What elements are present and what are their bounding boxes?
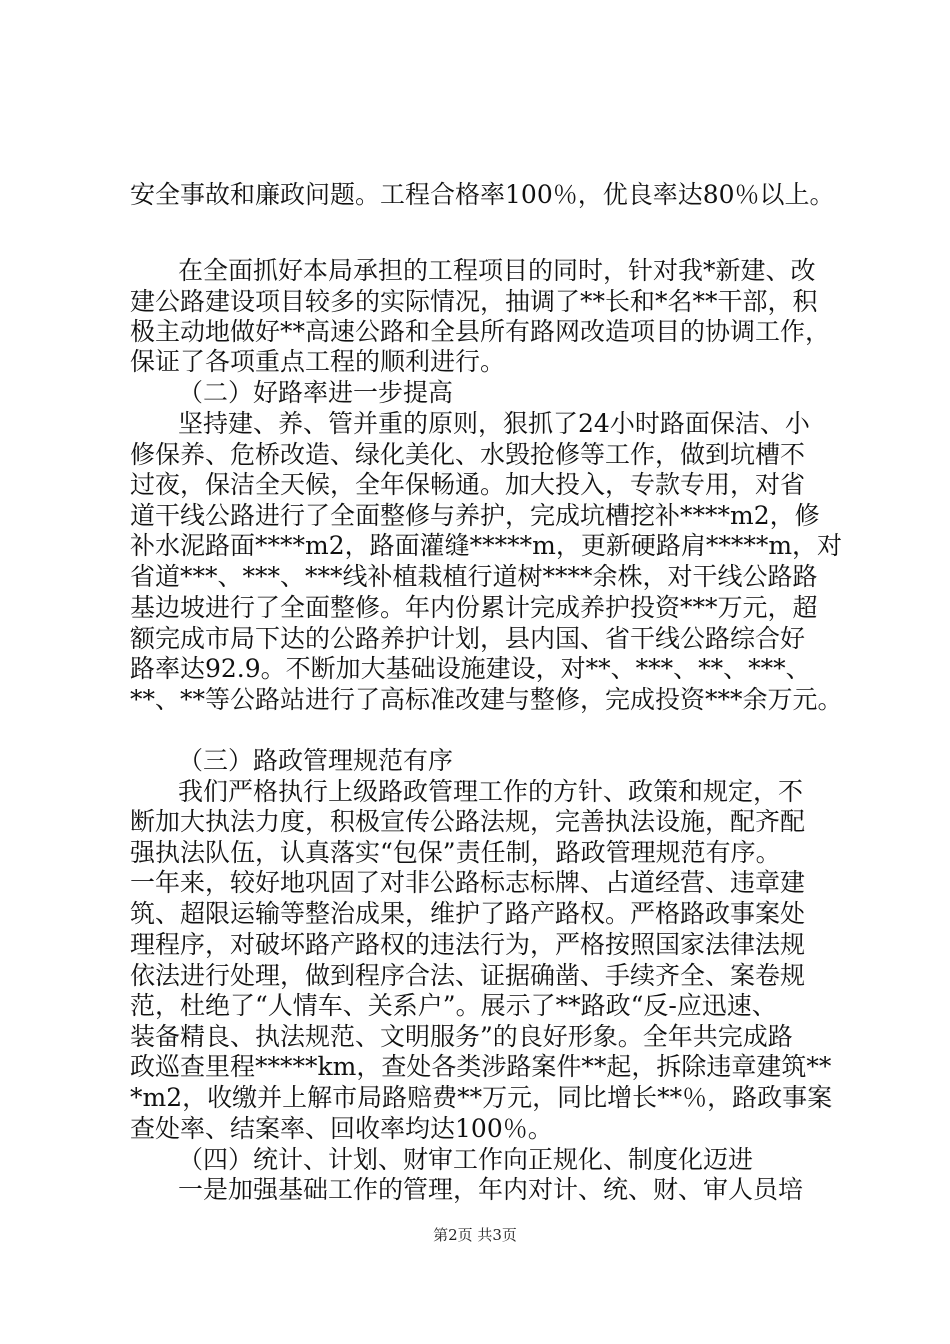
paragraph-line: 强执法队伍，认真落实“包保”责任制，路政管理规范有序。 <box>130 837 781 867</box>
paragraph-line: 范，杜绝了“人情车、关系户”。展示了**路政“反-应迅速、 <box>130 990 777 1020</box>
paragraph-line: 坚持建、养、管并重的原则，狠抓了24小时路面保洁、小 <box>178 408 810 438</box>
section-heading: （四）统计、计划、财审工作向正规化、制度化迈进 <box>178 1144 754 1174</box>
paragraph-line: 修保养、危桥改造、绿化美化、水毁抢修等工作，做到坑槽不 <box>130 439 806 469</box>
paragraph-line: 理程序，对破坏路产路权的违法行为，严格按照国家法律法规 <box>130 929 806 959</box>
paragraph-line: 极主动地做好**高速公路和全县所有路网改造项目的协调工作， <box>130 316 831 346</box>
paragraph-line: 查处率、结案率、回收率均达100％。 <box>130 1113 553 1143</box>
paragraph-line: 政巡查里程*****km，查处各类涉路案件**起，拆除违章建筑** <box>130 1052 832 1082</box>
paragraph-line: *m2，收缴并上解市局路赔费**万元，同比增长**％，路政事案 <box>130 1083 833 1113</box>
section-heading: （二）好路率进一步提高 <box>178 378 454 408</box>
paragraph-line: 一年来，较好地巩固了对非公路标志标牌、占道经营、违章建 <box>130 868 806 898</box>
paragraph-line: 基边坡进行了全面整修。年内份累计完成养护投资***万元，超 <box>130 592 818 622</box>
paragraph-line: 建公路建设项目较多的实际情况，抽调了**长和*名**干部，积 <box>130 286 818 316</box>
paragraph-line: 一是加强基础工作的管理，年内对计、统、财、审人员培 <box>178 1175 804 1204</box>
paragraph-line: 在全面抓好本局承担的工程项目的同时，针对我*新建、改 <box>178 255 816 285</box>
section-heading: （三）路政管理规范有序 <box>178 745 454 775</box>
paragraph-line: 补水泥路面****m2，路面灌缝*****m，更新硬路肩*****m，对 <box>130 531 843 561</box>
paragraph-line: 额完成市局下达的公路养护计划，县内国、省干线公路综合好 <box>130 623 806 653</box>
paragraph-line: 筑、超限运输等整治成果，维护了路产路权。严格路政事案处 <box>130 899 806 929</box>
paragraph-line: 装备精良、执法规范、文明服务”的良好形象。全年共完成路 <box>130 1022 793 1052</box>
paragraph-line: 我们严格执行上级路政管理工作的方针、政策和规定，不 <box>178 776 804 806</box>
page-footer: 第2页 共3页 <box>433 1226 517 1244</box>
paragraph-line: 依法进行处理，做到程序合法、证据确凿、手续齐全、案卷规 <box>130 960 806 990</box>
paragraph-line: 过夜，保洁全天候，全年保畅通。加大投入，专款专用，对省 <box>130 469 806 499</box>
paragraph-line: 省道***、***、***线补植栽植行道树****余株，对干线公路路 <box>130 562 818 592</box>
paragraph-line: 路率达92.9。不断加大基础设施建设，对**、***、**、***、 <box>130 653 811 683</box>
paragraph-line: 断加大执法力度，积极宣传公路法规，完善执法设施，配齐配 <box>130 806 806 836</box>
paragraph-line: 安全事故和廉政问题。工程合格率100％，优良率达80％以上。 <box>130 180 835 209</box>
paragraph-line: **、**等公路站进行了高标准改建与整修，完成投资***余万元。 <box>130 685 843 715</box>
paragraph-line: 道干线公路进行了全面整修与养护，完成坑槽挖补****m2，修 <box>130 500 820 530</box>
paragraph-line: 保证了各项重点工程的顺利进行。 <box>130 347 506 377</box>
